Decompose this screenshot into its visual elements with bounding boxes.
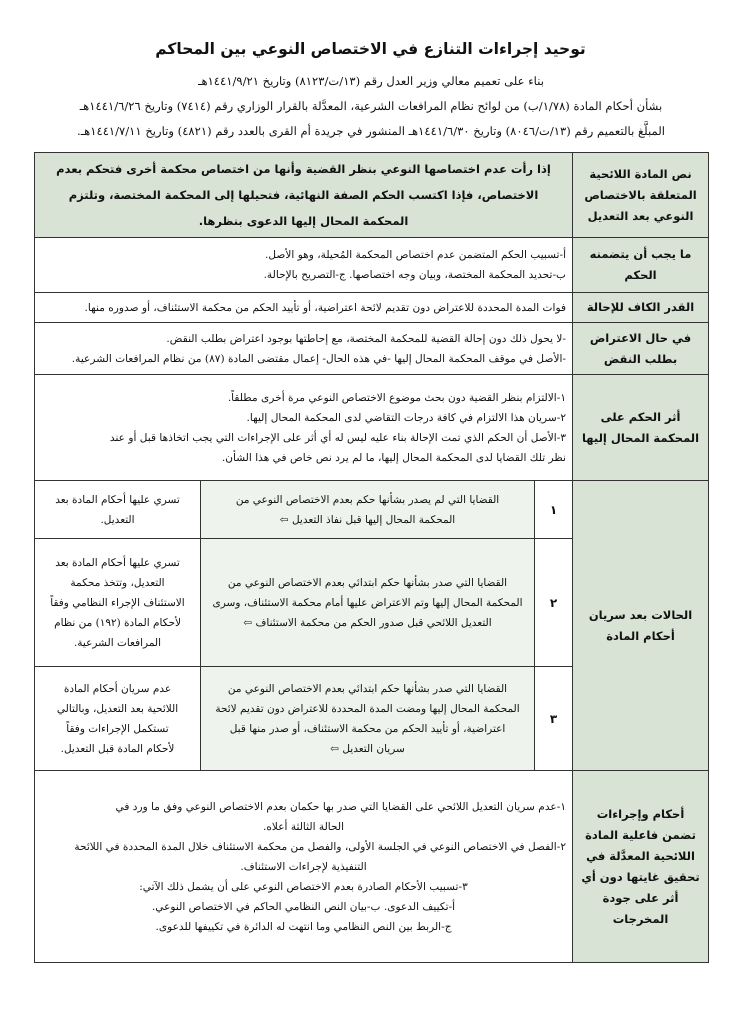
case-number: ٣: [535, 667, 573, 771]
case-number: ٢: [535, 539, 573, 667]
document-title: توحيد إجراءات التنازع في الاختصاص النوعي بين المحاكم: [155, 40, 586, 58]
ruling-line: أ-تسبيب الحكم المتضمن عدم اختصاص المحكمة المُحيلة، وهو الأصل.: [264, 249, 567, 261]
effect-line: ٢-سريان هذا الالتزام في كافة درجات التقاضي لدى المحكمة المحال إليها.: [246, 411, 567, 424]
status-line: تسري عليها أحكام المادة بعد: [55, 493, 180, 506]
status-line: اللائحية بعد التعديل، وبالتالي: [56, 702, 179, 715]
status-line: الاستئناف الإجراء النظامي وفقاً: [50, 596, 185, 609]
cassation-cell: [35, 323, 573, 375]
status-line: التعديل.: [100, 513, 135, 526]
row-label-effect: أثر الحكم على المحكمة المحال إليها: [573, 375, 709, 481]
case-line: القضايا التي لم يصدر بشأنها حكم بعدم الاختصاص النوعي من: [235, 493, 500, 506]
ruling-cell: [35, 238, 573, 293]
table-row: [35, 375, 709, 481]
status-line: لأحكام المادة (١٩٢) من نظام: [54, 616, 181, 629]
rules-line: ٢-الفصل في الاختصاص النوعي في الجلسة الأولى، والفصل من محكمة الاستئناف خلال المدة المحددة في اللائحة: [74, 840, 567, 853]
intro-line: بناء على تعميم معالي وزير العدل رقم (١٣/ت/٨١٢٣) وتاريخ ١٤٤١/٩/٢١هـ: [198, 74, 544, 88]
case-status: [35, 539, 201, 667]
table-row: [35, 481, 709, 539]
case-line: التعديل اللائحي قبل صدور الحكم من محكمة الاستئناف ⇦: [243, 616, 492, 629]
article-text-line: الاختصاص، فإذا اكتسب الحكم الصفة النهائية، فتحيلها إلى المحكمة المختصة، وتلتزم: [68, 188, 539, 202]
effect-line: نظر تلك القضايا لدى المحكمة المحال إليها، ما لم يرد نص خاص في هذا الشأن.: [221, 451, 567, 464]
rules-line: ١-عدم سريان التعديل اللائحي على القضايا التي صدر بها حكمان بعدم الاختصاص النوعي وفق ما ورد في: [115, 800, 567, 813]
effect-cell: [35, 375, 573, 481]
case-line: القضايا التي صدر بشأنها حكم ابتدائي بعدم الاختصاص النوعي من: [227, 682, 508, 695]
case-line: اعتراضية، أو تأييد الحكم من محكمة الاستئناف، أو صدر منها قبل: [229, 722, 506, 735]
row-label-cassation: في حال الاعتراض بطلب النقض: [573, 323, 709, 375]
status-line: عدم سريان أحكام المادة: [63, 682, 172, 695]
case-description: [201, 539, 535, 667]
case-status: [35, 481, 201, 539]
row-label-cases: الحالات بعد سريان أحكام المادة: [573, 481, 709, 771]
sufficient-cell: [35, 293, 573, 323]
rules-line: ٣-تسبيب الأحكام الصادرة بعدم الاختصاص النوعي على أن يشمل ذلك الآتي:: [139, 880, 468, 893]
case-description: [201, 481, 535, 539]
case-line: المحكمة المحال إليها وتم الاعتراض عليها أمام محكمة الاستئناف، وسرى: [212, 596, 523, 609]
article-text-line: المحكمة المحال إليها الدعوى بنظرها.: [198, 214, 409, 228]
status-line: لأحكام المادة قبل التعديل.: [60, 742, 175, 755]
case-line: المحكمة المحال إليها ومضت المدة المحددة للاعتراض دون تقديم لائحة: [215, 702, 520, 715]
procedures-table: [34, 152, 709, 963]
status-line: تستكمل الإجراءات وفقاً: [66, 722, 169, 735]
cassation-line: -الأصل في موقف المحكمة المحال إليها -في هذه الحال- إعمال مقتضى المادة (٨٧) من نظام المرافعات الشرعية.: [71, 352, 567, 365]
effect-line: ١-الالتزام بنظر القضية دون بحث موضوع الاختصاص النوعي مرة أخرى مطلقاً.: [227, 391, 567, 404]
rules-line: التنفيذية لإجراءات الاستئناف.: [240, 860, 367, 873]
article-text-line: إذا رأت عدم اختصاصها النوعي بنظر القضية وأنها من اختصاص محكمة أخرى فتحكم بعدم: [56, 162, 551, 176]
case-line: سريان التعديل ⇦: [330, 742, 405, 755]
table-row: [35, 153, 709, 238]
intro-line: المبلَّغ بالتعميم رقم (١٣/ت/٨٠٤٦) وتاريخ ١٤٤١/٦/٣٠هـ المنشور في جريدة أم القرى بالعدد رقم (٤٨٢١) وتاريخ ١٤٤١/٧/١١هـ.: [77, 124, 665, 138]
case-line: المحكمة المحال إليها قبل نفاذ التعديل ⇦: [279, 513, 456, 526]
case-status: [35, 667, 201, 771]
status-line: تسري عليها أحكام المادة بعد: [55, 556, 180, 569]
rules-cell: [35, 771, 573, 963]
rules-line: الحالة الثالثة أعلاه.: [262, 820, 345, 833]
table-row: [35, 323, 709, 375]
sufficient-line: فوات المدة المحددة للاعتراض دون تقديم لائحة اعتراضية، أو تأييد الحكم من محكمة الاستئناف، أو صدوره منها.: [84, 301, 567, 314]
row-label-ruling: ما يجب أن يتضمنه الحكم: [573, 238, 709, 293]
status-line: التعديل، وتتخذ محكمة: [70, 576, 165, 589]
table-row: [35, 771, 709, 963]
case-description: [201, 667, 535, 771]
row-label-sufficient: القدر الكاف للإحالة: [573, 293, 709, 323]
article-text-cell: [35, 153, 573, 238]
cassation-line: -لا يحول ذلك دون إحالة القضية للمحكمة المختصة، مع إحاطتها بوجود اعتراض بطلب النقض.: [166, 332, 567, 345]
intro-line: بشأن أحكام المادة (١/٧٨/ب) من لوائح نظام المرافعات الشرعية، المعدَّلة بالقرار الوزاري رقم (٧٤١٤) وتاريخ ١٤٤١/٦/٢٦هـ: [79, 99, 663, 113]
rules-line: ج-الربط بين النص النظامي وما انتهت له الدائرة في تكييفها للدعوى.: [155, 920, 452, 933]
case-number: ١: [535, 481, 573, 539]
table-row: [35, 238, 709, 293]
table-row: [35, 293, 709, 323]
row-label-article-text: نص المادة اللائحية المتعلقة بالاختصاص النوعي بعد التعديل: [573, 153, 709, 238]
row-label-rules: أحكام وإجراءات تضمن فاعلية المادة اللائحية المعدَّلة في تحقيق غايتها دون أي أثر على جودة المخرجات: [573, 771, 709, 963]
rules-line: أ-تكييف الدعوى. ب-بيان النص النظامي الحاكم في الاختصاص النوعي.: [151, 900, 456, 913]
status-line: المرافعات الشرعية.: [73, 636, 162, 649]
ruling-line: ب-تحديد المحكمة المختصة، وبيان وجه اختصاصها. ج-التصريح بالإحالة.: [263, 269, 567, 281]
case-line: القضايا التي صدر بشأنها حكم ابتدائي بعدم الاختصاص النوعي من: [227, 576, 508, 589]
effect-line: ٣-الأصل أن الحكم الذي تمت الإحالة بناء عليه ليس له أي أثر على الإجراءات التي يجب اتخاذها قبل أو عند: [109, 431, 567, 444]
